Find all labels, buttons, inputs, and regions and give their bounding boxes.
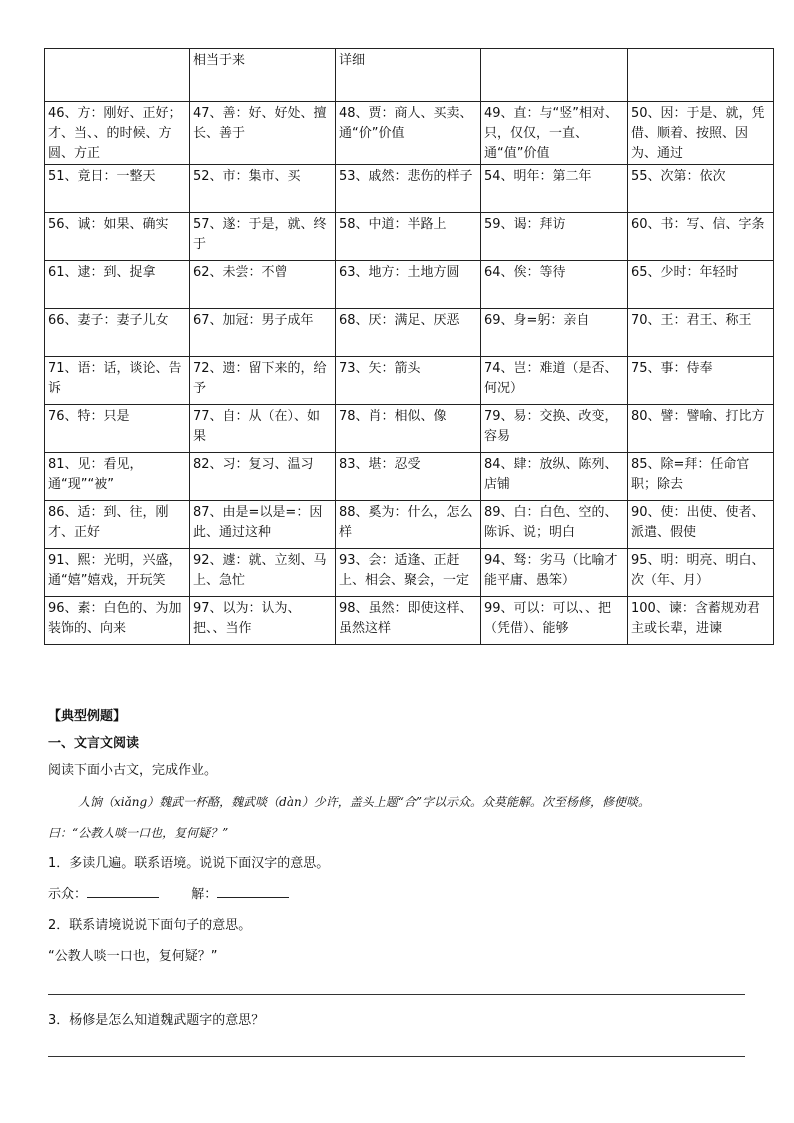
table-cell: 47、善：好、好处、擅长、善于	[190, 102, 336, 165]
table-cell: 68、厌：满足、厌恶	[336, 309, 481, 357]
table-cell: 90、使：出使、使者、派遣、假使	[628, 501, 774, 549]
table-cell: 75、事：侍奉	[628, 357, 774, 405]
question-3: 3．杨修是怎么知道魏武题字的意思？	[48, 1013, 265, 1028]
table-cell: 65、少时：年轻时	[628, 261, 774, 309]
vocab-table	[44, 48, 774, 645]
table-cell: 61、逮：到、捉拿	[45, 261, 190, 309]
table-cell: 78、肖：相似、像	[336, 405, 481, 453]
answer-line-3[interactable]	[48, 1056, 745, 1057]
vocab-table-body	[45, 49, 774, 645]
table-cell: 83、堪：忍受	[336, 453, 481, 501]
table-cell: 93、会：适逢、正赶上、相会、聚会，一定	[336, 549, 481, 597]
table-cell: 72、遗：留下来的，给予	[190, 357, 336, 405]
table-cell: 70、王：君王、称王	[628, 309, 774, 357]
table-cell: 87、由是=以是=：因此、通过这种	[190, 501, 336, 549]
table-cell: 56、诚：如果、确实	[45, 213, 190, 261]
table-cell: 85、除=拜：任命官职；除去	[628, 453, 774, 501]
table-cell: 81、见：看见，通“现”“被”	[45, 453, 190, 501]
table-cell: 98、虽然：即使这样、虽然这样	[336, 597, 481, 645]
table-cell	[481, 49, 628, 102]
table-cell: 55、次第：依次	[628, 165, 774, 213]
table-row	[45, 165, 774, 213]
table-cell: 67、加冠：男子成年	[190, 309, 336, 357]
question-1-blanks	[48, 885, 289, 904]
table-cell: 62、未尝：不曾	[190, 261, 336, 309]
table-cell: 99、可以：可以、、把（凭借）、能够	[481, 597, 628, 645]
section-header: 【典型例题】	[48, 709, 127, 724]
table-cell: 95、明：明亮、明白、次（年、月）	[628, 549, 774, 597]
answer-line-2[interactable]	[48, 994, 745, 995]
table-cell: 60、书：写、信、字条	[628, 213, 774, 261]
table-cell: 52、市：集市、买	[190, 165, 336, 213]
passage-line-2: 曰：“公教人啖一口也，复何疑？”	[48, 826, 229, 840]
table-row	[45, 501, 774, 549]
table-row	[45, 309, 774, 357]
table-cell: 74、岂：难道（是否、何况）	[481, 357, 628, 405]
table-cell: 100、谏：含蓄规劝君主或长辈，进谏	[628, 597, 774, 645]
table-cell	[45, 49, 190, 102]
table-row	[45, 357, 774, 405]
table-cell: 相当于来	[190, 49, 336, 102]
table-cell: 80、譬：譬喻、打比方	[628, 405, 774, 453]
part-title: 一、文言文阅读	[48, 736, 140, 751]
question-2-quote: “公教人啖一口也，复何疑？”	[48, 949, 218, 964]
table-cell: 82、习：复习、温习	[190, 453, 336, 501]
table-row	[45, 549, 774, 597]
table-cell	[628, 49, 774, 102]
table-cell: 66、妻子：妻子儿女	[45, 309, 190, 357]
table-cell: 94、驽：劣马（比喻才能平庸、愚笨）	[481, 549, 628, 597]
table-row	[45, 405, 774, 453]
table-row	[45, 49, 774, 102]
table-row	[45, 597, 774, 645]
table-cell: 73、矢：箭头	[336, 357, 481, 405]
table-cell: 63、地方：土地方圆	[336, 261, 481, 309]
table-cell: 71、语：话，谈论、告诉	[45, 357, 190, 405]
table-cell: 64、俟：等待	[481, 261, 628, 309]
table-cell: 84、肆：放纵、陈列、店铺	[481, 453, 628, 501]
table-cell: 96、素：白色的、为加装饰的、向来	[45, 597, 190, 645]
table-cell: 57、遂：于是，就、终于	[190, 213, 336, 261]
table-cell: 92、遽：就、立刻、马上、急忙	[190, 549, 336, 597]
table-row	[45, 102, 774, 165]
table-cell: 88、奚为：什么，怎么样	[336, 501, 481, 549]
table-cell: 50、因：于是、就，凭借、顺着、按照、因为、通过	[628, 102, 774, 165]
blank-label-jie: 解：	[191, 887, 218, 902]
table-cell: 54、明年：第二年	[481, 165, 628, 213]
table-cell: 59、谒：拜访	[481, 213, 628, 261]
passage-line-1: 人饷（xiǎng）魏武一杯酪，魏武啖（dàn）少许，盖头上题“合”字以示众。众莫能解。次至杨修，修便啖。	[78, 795, 651, 809]
table-cell: 69、身=躬：亲自	[481, 309, 628, 357]
table-cell: 97、以为：认为、把、、当作	[190, 597, 336, 645]
answer-blank-b[interactable]	[217, 885, 289, 898]
table-row	[45, 453, 774, 501]
table-cell: 58、中道：半路上	[336, 213, 481, 261]
instruction-text: 阅读下面小古文，完成作业。	[48, 763, 218, 778]
table-cell: 79、易：交换、改变，容易	[481, 405, 628, 453]
question-1: 1．多读几遍。联系语境。说说下面汉字的意思。	[48, 856, 330, 871]
table-cell: 49、直：与“竖”相对、只，仅仅，一直、通“值”价值	[481, 102, 628, 165]
table-cell: 76、特：只是	[45, 405, 190, 453]
table-cell: 91、熙：光明，兴盛，通“嬉”嬉戏，开玩笑	[45, 549, 190, 597]
table-cell: 89、白：白色、空的、陈诉、说；明白	[481, 501, 628, 549]
answer-blank-a[interactable]	[87, 885, 159, 898]
table-cell: 46、方：刚好、正好；才、当、、的时候、方圆、方正	[45, 102, 190, 165]
table-cell: 48、贾：商人、买卖、通“价”价值	[336, 102, 481, 165]
question-2: 2．联系请境说说下面句子的意思。	[48, 918, 252, 933]
table-cell: 详细	[336, 49, 481, 102]
table-cell: 77、自：从（在）、如果	[190, 405, 336, 453]
table-row	[45, 261, 774, 309]
table-cell: 86、适：到、往，刚才、正好	[45, 501, 190, 549]
blank-label-shizhong: 示众：	[48, 887, 88, 902]
table-cell: 51、竟日：一整天	[45, 165, 190, 213]
table-cell: 53、戚然：悲伤的样子	[336, 165, 481, 213]
table-row	[45, 213, 774, 261]
